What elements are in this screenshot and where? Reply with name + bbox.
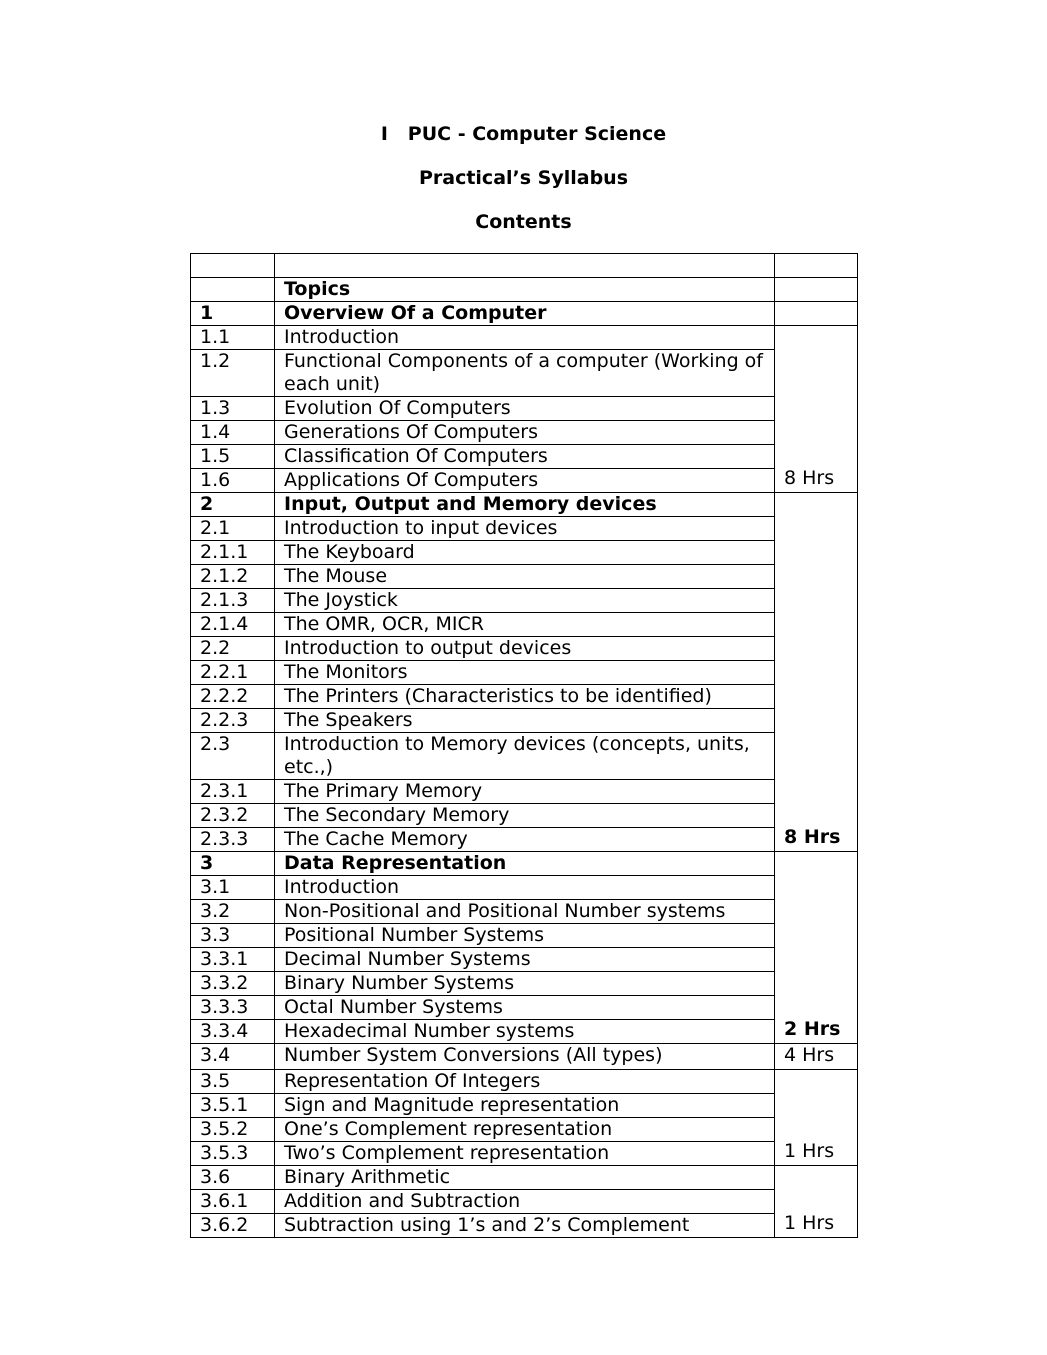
row-number: 2.2.1	[191, 661, 275, 685]
row-number: 3.3	[191, 924, 275, 948]
row-topic: Binary Arithmetic	[275, 1166, 775, 1190]
row-topic: Classification Of Computers	[275, 445, 775, 469]
table-row	[191, 541, 858, 565]
row-number: 2.3.1	[191, 780, 275, 804]
row-topic: Hexadecimal Number systems	[275, 1020, 775, 1044]
table-row	[191, 613, 858, 637]
row-number: 1.5	[191, 445, 275, 469]
row-topic: Subtraction using 1’s and 2’s Complement	[275, 1214, 775, 1238]
topics-header: Topics	[275, 278, 775, 302]
row-topic: The Mouse	[275, 565, 775, 589]
row-number: 2.1.3	[191, 589, 275, 613]
row-number: 2.2.3	[191, 709, 275, 733]
hours-cell: 2 Hrs	[775, 852, 858, 1044]
row-number: 1	[191, 302, 275, 326]
table-row	[191, 1094, 858, 1118]
table-row	[191, 948, 858, 972]
hours-header-cell	[775, 278, 858, 302]
row-topic: Addition and Subtraction	[275, 1190, 775, 1214]
num-header-cell	[191, 278, 275, 302]
hours-cell: 1 Hrs	[775, 1166, 858, 1238]
row-topic: The Joystick	[275, 589, 775, 613]
table-row	[191, 924, 858, 948]
table-row	[191, 445, 858, 469]
row-topic: The Keyboard	[275, 541, 775, 565]
row-number: 2.2.2	[191, 685, 275, 709]
row-number: 1.3	[191, 397, 275, 421]
row-topic: Introduction to output devices	[275, 637, 775, 661]
row-number: 1.4	[191, 421, 275, 445]
row-topic: Two’s Complement representation	[275, 1142, 775, 1166]
row-number: 3.6.2	[191, 1214, 275, 1238]
blank-cell	[191, 254, 275, 278]
table-row	[191, 661, 858, 685]
table-row	[191, 1142, 858, 1166]
row-topic: The Primary Memory	[275, 780, 775, 804]
syllabus-table	[190, 253, 858, 1238]
table-row	[191, 900, 858, 924]
row-topic: The Cache Memory	[275, 828, 775, 852]
row-topic: Representation Of Integers	[275, 1070, 775, 1094]
table-row	[191, 1044, 858, 1070]
hours-cell-empty	[775, 302, 858, 326]
row-topic: Introduction	[275, 876, 775, 900]
row-topic: The OMR, OCR, MICR	[275, 613, 775, 637]
row-topic: Functional Components of a computer (Working of each unit)	[275, 350, 775, 397]
contents-heading: Contents	[475, 211, 572, 233]
table-header-row	[191, 278, 858, 302]
row-number: 1.6	[191, 469, 275, 493]
table-row	[191, 637, 858, 661]
table-row	[191, 804, 858, 828]
row-topic: The Secondary Memory	[275, 804, 775, 828]
row-topic: Evolution Of Computers	[275, 397, 775, 421]
row-number: 2.3	[191, 733, 275, 780]
table-row	[191, 517, 858, 541]
row-topic: The Printers (Characteristics to be identified)	[275, 685, 775, 709]
table-row	[191, 685, 858, 709]
table-row	[191, 421, 858, 445]
row-topic: Applications Of Computers	[275, 469, 775, 493]
table-row	[191, 1020, 858, 1044]
table-row	[191, 469, 858, 493]
table-row	[191, 326, 858, 350]
row-topic: Introduction to input devices	[275, 517, 775, 541]
table-row	[191, 972, 858, 996]
row-topic: The Speakers	[275, 709, 775, 733]
row-number: 3.6.1	[191, 1190, 275, 1214]
table-row	[191, 493, 858, 517]
row-number: 3.4	[191, 1044, 275, 1070]
row-number: 3.5.3	[191, 1142, 275, 1166]
table-row	[191, 1214, 858, 1238]
table-row	[191, 254, 858, 278]
row-number: 3.1	[191, 876, 275, 900]
hours-cell: 8 Hrs	[775, 326, 858, 493]
row-number: 3.2	[191, 900, 275, 924]
row-number: 3.3.3	[191, 996, 275, 1020]
row-topic: Sign and Magnitude representation	[275, 1094, 775, 1118]
row-number: 2.1.1	[191, 541, 275, 565]
row-number: 1.1	[191, 326, 275, 350]
row-topic: Non-Positional and Positional Number systems	[275, 900, 775, 924]
row-topic: Input, Output and Memory devices	[275, 493, 775, 517]
row-number: 2.1.4	[191, 613, 275, 637]
hours-cell: 1 Hrs	[775, 1070, 858, 1166]
row-topic: The Monitors	[275, 661, 775, 685]
table-row	[191, 1166, 858, 1190]
row-topic: Data Representation	[275, 852, 775, 876]
table-row	[191, 350, 858, 397]
table-row	[191, 876, 858, 900]
document-title: I PUC - Computer Science	[380, 123, 667, 145]
blank-cell	[775, 254, 858, 278]
row-topic: Introduction to Memory devices (concepts, units, etc.,)	[275, 733, 775, 780]
row-number: 2.1.2	[191, 565, 275, 589]
row-number: 2.1	[191, 517, 275, 541]
row-topic: Octal Number Systems	[275, 996, 775, 1020]
row-number: 2.3.2	[191, 804, 275, 828]
table-row	[191, 397, 858, 421]
row-number: 2	[191, 493, 275, 517]
table-row	[191, 302, 858, 326]
table-row	[191, 1118, 858, 1142]
row-number: 3.6	[191, 1166, 275, 1190]
row-topic: Introduction	[275, 326, 775, 350]
table-row	[191, 996, 858, 1020]
document-subtitle: Practical’s Syllabus	[418, 167, 629, 189]
row-number: 2.2	[191, 637, 275, 661]
table-row	[191, 1070, 858, 1094]
row-number: 3.5	[191, 1070, 275, 1094]
row-topic: Decimal Number Systems	[275, 948, 775, 972]
table-row	[191, 733, 858, 780]
row-topic: Overview Of a Computer	[275, 302, 775, 326]
table-row	[191, 1190, 858, 1214]
hours-cell: 4 Hrs	[775, 1044, 858, 1070]
row-topic: One’s Complement representation	[275, 1118, 775, 1142]
table-row	[191, 780, 858, 804]
row-number: 3.3.4	[191, 1020, 275, 1044]
row-topic: Positional Number Systems	[275, 924, 775, 948]
row-number: 1.2	[191, 350, 275, 397]
row-topic: Generations Of Computers	[275, 421, 775, 445]
row-number: 3.5.2	[191, 1118, 275, 1142]
table-row	[191, 589, 858, 613]
row-number: 3	[191, 852, 275, 876]
table-row	[191, 852, 858, 876]
row-number: 3.3.1	[191, 948, 275, 972]
hours-cell: 8 Hrs	[775, 493, 858, 852]
row-number: 3.5.1	[191, 1094, 275, 1118]
blank-cell	[275, 254, 775, 278]
table-row	[191, 828, 858, 852]
row-topic: Number System Conversions (All types)	[275, 1044, 775, 1070]
table-row	[191, 709, 858, 733]
row-number: 2.3.3	[191, 828, 275, 852]
row-topic: Binary Number Systems	[275, 972, 775, 996]
row-number: 3.3.2	[191, 972, 275, 996]
table-row	[191, 565, 858, 589]
